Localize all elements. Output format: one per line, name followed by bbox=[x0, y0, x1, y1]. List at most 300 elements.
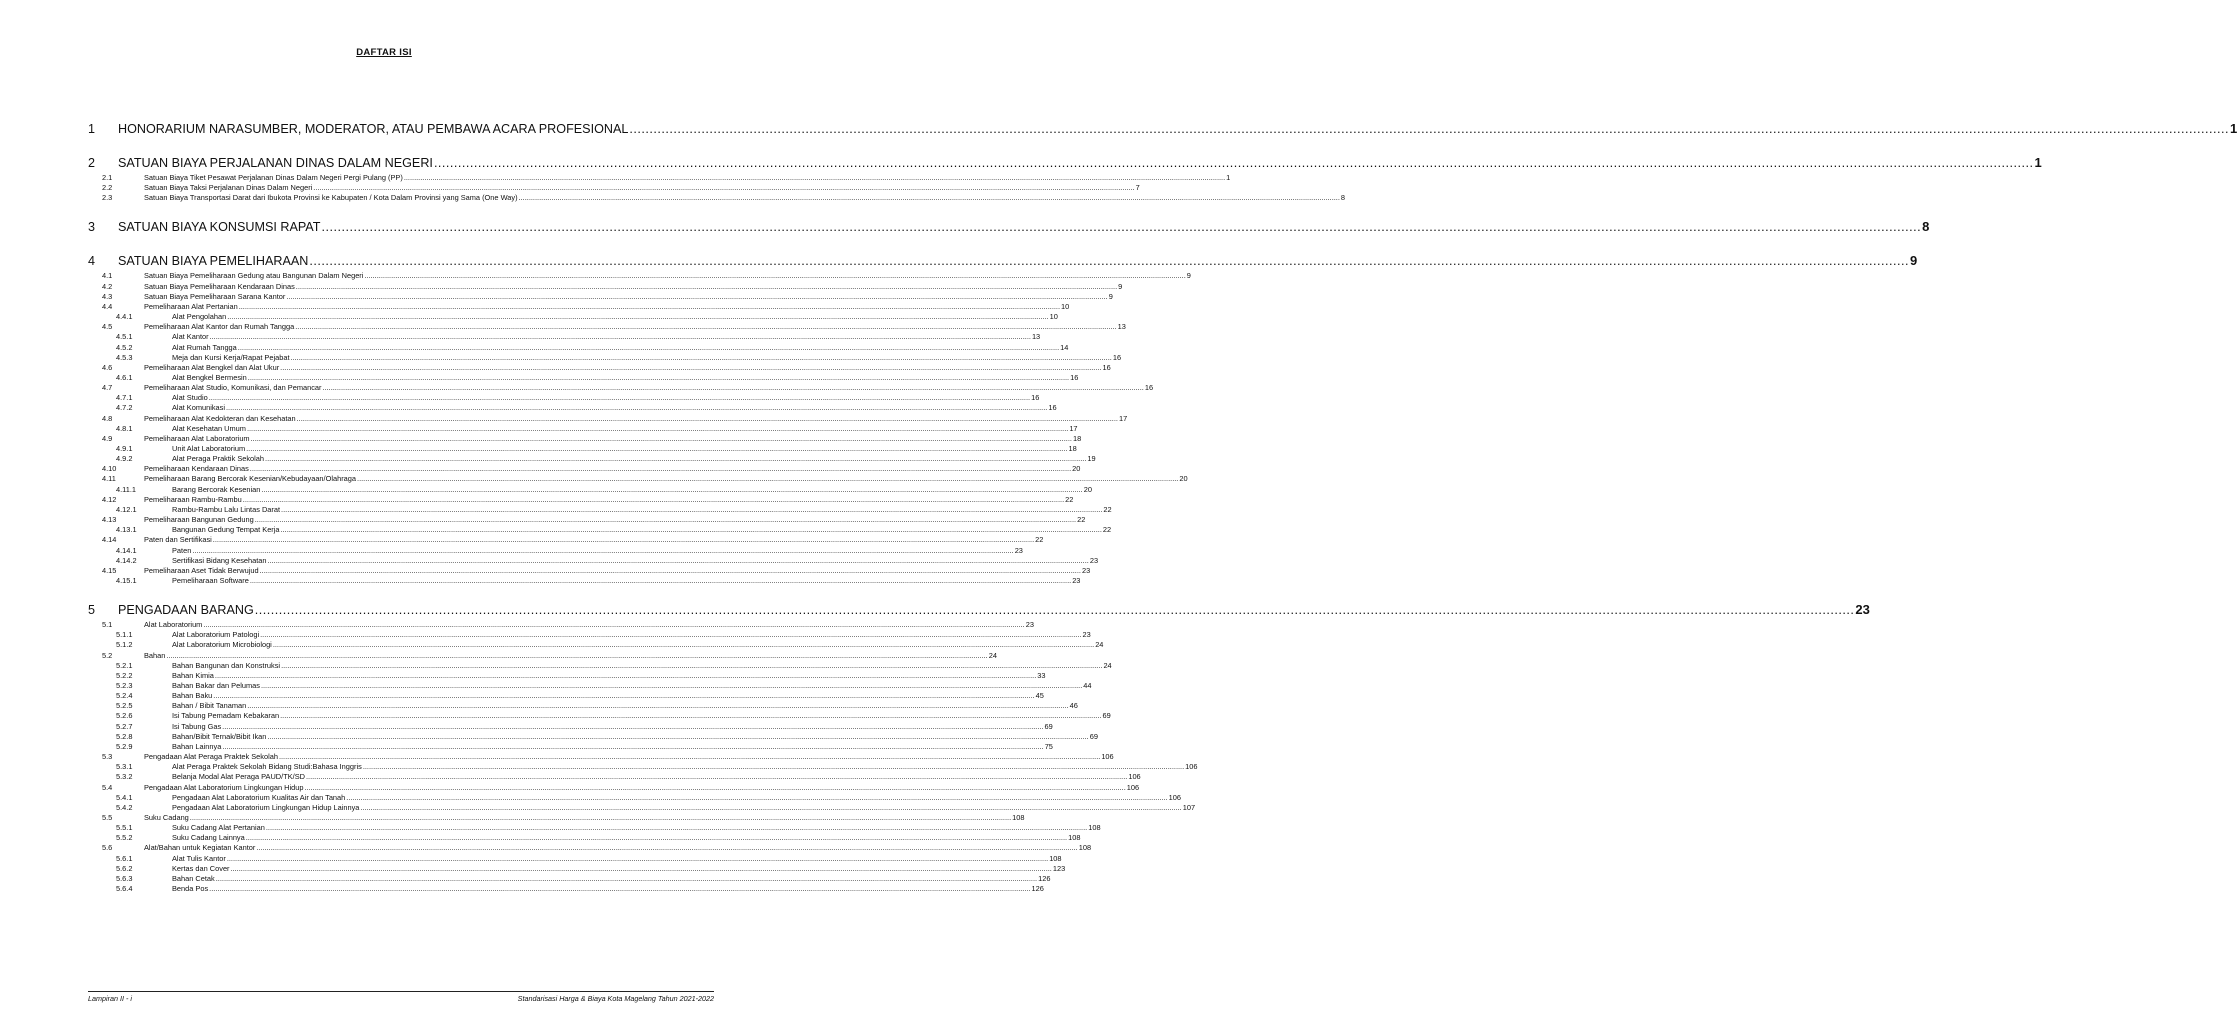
toc-entry-number: 5.3.2 bbox=[116, 772, 133, 782]
toc-entry-number: 4.5 bbox=[102, 322, 113, 332]
toc-entry-page: 106 bbox=[1128, 772, 1141, 782]
toc-entry[interactable] bbox=[88, 545, 1023, 556]
toc-entry-number: 5.2.2 bbox=[116, 670, 133, 680]
toc-dot-leader: ................................................................................................................................................................................................................................................................................................................................................................................................................ bbox=[209, 332, 1031, 342]
toc-entry-title: Bahan/Bibit Ternak/Bibit Ikan bbox=[172, 731, 267, 741]
toc-entry-title: Pemeliharaan Alat Bengkel dan Alat Ukur bbox=[144, 362, 280, 372]
toc-entry-number: 2.1 bbox=[102, 173, 113, 182]
toc-entry-number: 4.9.1 bbox=[116, 444, 133, 453]
toc-entry[interactable] bbox=[88, 372, 1079, 383]
toc-entry-number: 4.5.2 bbox=[116, 342, 133, 352]
toc-entry-title: Bahan Cetak bbox=[172, 873, 215, 883]
toc-entry-page: 69 bbox=[1102, 711, 1111, 721]
toc-entry[interactable] bbox=[88, 312, 1058, 322]
toc-entry[interactable] bbox=[88, 193, 1346, 203]
toc-entry-title: Alat Peraga Praktik Sekolah bbox=[172, 454, 265, 464]
toc-entry-title: Meja dan Kursi Kerja/Rapat Pejabat bbox=[172, 352, 290, 362]
toc-entry-title: SATUAN BIAYA PEMELIHARAAN bbox=[118, 254, 309, 269]
toc-entry-page: 18 bbox=[1072, 433, 1082, 443]
toc-entry[interactable] bbox=[88, 484, 1092, 495]
toc-dot-leader: ................................................................................................................................................................................................................................................................................................................................................................................................................ bbox=[265, 454, 1087, 464]
toc-entry-number: 4.3 bbox=[102, 291, 113, 301]
toc-entry-number: 5.2.6 bbox=[116, 711, 133, 721]
toc-chapter-entry[interactable] bbox=[88, 253, 1918, 269]
toc-entry[interactable] bbox=[88, 731, 1098, 742]
toc-entry-number: 4.11 bbox=[102, 474, 116, 484]
toc-entry-number: 5.2 bbox=[102, 650, 113, 660]
toc-entry-page: 9 bbox=[1118, 281, 1123, 291]
toc-entry-number: 2.3 bbox=[102, 193, 113, 203]
toc-entry-number: 4.2 bbox=[102, 281, 113, 291]
toc-entry-title: Alat Laboratorium Patologi bbox=[172, 630, 260, 640]
toc-entry-page: 75 bbox=[1044, 741, 1053, 751]
toc-entry-number: 4.7 bbox=[102, 383, 113, 393]
toc-entry-page: 23 bbox=[1014, 545, 1023, 555]
toc-dot-leader: ................................................................................................................................................................................................................................................................................................................................................................................................................ bbox=[267, 555, 1089, 565]
toc-entry-page: 33 bbox=[1037, 670, 1046, 680]
toc-entry-number: 5.2.9 bbox=[116, 741, 133, 751]
toc-entry-page: 20 bbox=[1083, 484, 1092, 494]
toc-dot-leader: ................................................................................................................................................................................................................................................................................................................................................................................................................ bbox=[267, 731, 1089, 741]
toc-entry[interactable] bbox=[88, 535, 1044, 545]
toc-entry-number: 4.11.1 bbox=[116, 484, 136, 494]
toc-entry-title: Bahan bbox=[144, 650, 166, 660]
toc-dot-leader: ................................................................................................................................................................................................................................................................................................................................................................................................................ bbox=[215, 873, 1038, 883]
toc-dot-leader: ................................................................................................................................................................................................................................................................................................................................................................................................................ bbox=[280, 362, 1102, 372]
toc-entry[interactable] bbox=[88, 454, 1096, 464]
toc-entry-title: Isi Tabung Gas bbox=[172, 721, 222, 731]
toc-entry-number: 4.10 bbox=[102, 464, 117, 474]
toc-entry-number: 4.13 bbox=[102, 515, 117, 525]
toc-dot-leader: ................................................................................................................................................................................................................................................................................................................................................................................................................ bbox=[305, 772, 1128, 782]
toc-entry[interactable] bbox=[88, 332, 1041, 342]
toc-dot-leader: ................................................................................................................................................................................................................................................................................................................................................................................................................ bbox=[254, 515, 1077, 525]
toc-entry-title: SATUAN BIAYA PERJALANAN DINAS DALAM NEGERI bbox=[118, 156, 433, 170]
toc-dot-leader: ................................................................................................................................................................................................................................................................................................................................................................................................................ bbox=[209, 884, 1031, 893]
toc-entry[interactable] bbox=[88, 342, 1069, 353]
toc-entry-page: 23 bbox=[1089, 555, 1099, 565]
toc-entry-page: 106 bbox=[1126, 782, 1140, 792]
toc-entry-title: Suku Cadang Alat Pertanian bbox=[172, 823, 265, 833]
toc-entry-title: Pemeliharaan Aset Tidak Berwujud bbox=[144, 565, 259, 575]
toc-entry-page: 22 bbox=[1102, 525, 1112, 535]
toc-dot-leader: ................................................................................................................................................................................................................................................................................................................................................................................................................ bbox=[249, 575, 1072, 585]
toc-entry-number: 4.7.2 bbox=[116, 403, 133, 413]
toc-entry-page: 107 bbox=[1182, 802, 1196, 812]
toc-entry[interactable] bbox=[88, 762, 1198, 772]
toc-dot-leader: ................................................................................................................................................................................................................................................................................................................................................................................................................ bbox=[357, 474, 1179, 484]
toc-entry-number: 2 bbox=[88, 156, 96, 170]
toc-dot-leader: ................................................................................................................................................................................................................................................................................................................................................................................................................ bbox=[246, 444, 1068, 453]
toc-entry-number: 4.9 bbox=[102, 433, 113, 443]
toc-entry-title: SATUAN BIAYA KONSUMSI RAPAT bbox=[118, 220, 321, 235]
toc-entry-page: 45 bbox=[1035, 691, 1044, 701]
toc-entry-page: 23 bbox=[1082, 630, 1091, 640]
toc-entry[interactable] bbox=[88, 575, 1081, 586]
toc-entry-page: 19 bbox=[1087, 454, 1096, 464]
toc-dot-leader: ................................................................................................................................................................................................................................................................................................................................................................................................................ bbox=[313, 183, 1135, 193]
toc-entry-title: Bahan Bangunan dan Konstruksi bbox=[172, 660, 281, 670]
toc-entry-title: Alat/Bahan untuk Kegiatan Kantor bbox=[144, 843, 256, 853]
toc-entry-title: Alat Peraga Praktek Sekolah Bidang Studi:Bahasa Inggris bbox=[172, 762, 362, 772]
toc-entry-page: 23 bbox=[1025, 620, 1034, 630]
toc-dot-leader: ................................................................................................................................................................................................................................................................................................................................................................................................................ bbox=[246, 423, 1069, 433]
toc-entry-number: 4.4.1 bbox=[116, 312, 133, 322]
toc-entry[interactable] bbox=[88, 393, 1040, 403]
toc-entry[interactable] bbox=[88, 681, 1092, 691]
toc-entry-number: 5.2.7 bbox=[116, 721, 133, 731]
toc-entry[interactable] bbox=[88, 752, 1114, 762]
toc-entry[interactable] bbox=[88, 281, 1123, 292]
footer-left: Lampiran II - i bbox=[88, 994, 132, 1003]
toc-entry-title: Pengadaan Alat Laboratorium Kualitas Air dan Tanah bbox=[172, 792, 346, 802]
toc-dot-leader: ................................................................................................................................................................................................................................................................................................................................................................................................................ bbox=[227, 312, 1049, 322]
toc-entry-page: 106 bbox=[1101, 752, 1114, 762]
toc-entry[interactable] bbox=[88, 863, 1066, 874]
toc-dot-leader: ................................................................................................................................................................................................................................................................................................................................................................................................................ bbox=[290, 352, 1112, 362]
toc-entry-number: 5.1.2 bbox=[116, 640, 133, 650]
toc-entry-title: Sertifikasi Bidang Kesehatan bbox=[172, 555, 267, 565]
toc-entry-page: 69 bbox=[1044, 721, 1053, 731]
toc-dot-leader: ................................................................................................................................................................................................................................................................................................................................................................................................................ bbox=[346, 792, 1168, 802]
toc-entry-number: 4.13.1 bbox=[116, 525, 137, 535]
toc-dot-leader: ................................................................................................................................................................................................................................................................................................................................................................................................................ bbox=[295, 322, 1117, 332]
toc-entry-number: 4.14.1 bbox=[116, 545, 137, 555]
toc-entry[interactable] bbox=[88, 322, 1126, 332]
toc-entry-title: Alat Tulis Kantor bbox=[172, 853, 226, 863]
toc-entry-title: Pemeliharaan Alat Studio, Komunikasi, dan Pemancar bbox=[144, 383, 322, 393]
toc-entry-page: 22 bbox=[1065, 494, 1074, 504]
toc-entry-number: 4.14 bbox=[102, 535, 117, 545]
toc-entry-page: 22 bbox=[1103, 504, 1112, 514]
toc-entry-number: 5.2.1 bbox=[116, 660, 133, 670]
toc-dot-leader: ................................................................................................................................................................................................................................................................................................................................................................................................................ bbox=[247, 701, 1069, 711]
toc-dot-leader: ................................................................................................................................................................................................................................................................................................................................................................................................................ bbox=[295, 281, 1118, 291]
toc-entry[interactable] bbox=[88, 565, 1091, 576]
toc-entry[interactable] bbox=[88, 873, 1051, 884]
toc-entry[interactable] bbox=[88, 464, 1081, 474]
toc-entry-number: 4.8.1 bbox=[116, 423, 133, 433]
toc-entry-page: 126 bbox=[1031, 884, 1044, 893]
toc-entry[interactable] bbox=[88, 691, 1044, 701]
toc-entry-title: Pemeliharaan Alat Kedokteran dan Kesehatan bbox=[144, 413, 296, 423]
toc-entry-number: 3 bbox=[88, 220, 96, 235]
toc-entry-page: 22 bbox=[1077, 515, 1086, 525]
toc-entry-title: Unit Alat Laboratorium bbox=[172, 444, 246, 453]
toc-entry[interactable] bbox=[88, 792, 1181, 803]
toc-entry-number: 4.1 bbox=[102, 271, 113, 281]
toc-entry-number: 4.15.1 bbox=[116, 575, 137, 585]
toc-entry[interactable] bbox=[88, 271, 1191, 281]
toc-entry-title: Bahan / Bibit Tanaman bbox=[172, 701, 247, 711]
toc-entry-title: Pemeliharaan Rambu-Rambu bbox=[144, 494, 242, 504]
toc-dot-leader: ................................................................................................................................................................................................................................................................................................................................................................................................................ bbox=[296, 413, 1118, 423]
toc-entry-title: Alat Studio bbox=[172, 393, 208, 403]
toc-entry-page: 108 bbox=[1012, 812, 1025, 822]
toc-dot-leader: ................................................................................................................................................................................................................................................................................................................................................................................................................ bbox=[309, 254, 1909, 269]
toc-entry-title: Alat Kesehatan Umum bbox=[172, 423, 246, 433]
toc-entry[interactable] bbox=[88, 812, 1025, 823]
toc-entry[interactable] bbox=[88, 403, 1057, 413]
toc-entry-page: 22 bbox=[1035, 535, 1044, 545]
toc-entry-title: Satuan Biaya Pemeliharaan Sarana Kantor bbox=[144, 291, 286, 301]
toc-dot-leader: ................................................................................................................................................................................................................................................................................................................................................................................................................ bbox=[226, 403, 1048, 413]
toc-entry-page: 10 bbox=[1061, 301, 1070, 311]
toc-entry-number: 5.3.1 bbox=[116, 762, 133, 772]
toc-entry-page: 13 bbox=[1117, 322, 1126, 332]
toc-entry-title: Kertas dan Cover bbox=[172, 863, 230, 873]
toc-entry[interactable] bbox=[88, 772, 1141, 782]
toc-entry-number: 5.2.3 bbox=[116, 681, 133, 690]
toc-entry-page: 16 bbox=[1112, 352, 1122, 362]
toc-entry[interactable] bbox=[88, 555, 1099, 566]
toc-entry-title: Alat Laboratorium bbox=[144, 620, 203, 630]
toc-entry-page: 18 bbox=[1068, 444, 1077, 453]
toc-entry-number: 5 bbox=[88, 603, 96, 618]
toc-dot-leader: ................................................................................................................................................................................................................................................................................................................................................................................................................ bbox=[250, 433, 1072, 443]
toc-entry-title: Alat Laboratorium Microbiologi bbox=[172, 640, 272, 650]
toc-dot-leader: ................................................................................................................................................................................................................................................................................................................................................................................................................ bbox=[249, 464, 1072, 474]
toc-entry-number: 5.6.1 bbox=[116, 853, 133, 863]
toc-entry[interactable] bbox=[88, 721, 1053, 732]
toc-entry-page: 16 bbox=[1048, 403, 1057, 413]
toc-dot-leader: ................................................................................................................................................................................................................................................................................................................................................................................................................ bbox=[281, 504, 1103, 514]
toc-chapter-entry[interactable] bbox=[88, 155, 2042, 171]
toc-dot-leader: ................................................................................................................................................................................................................................................................................................................................................................................................................ bbox=[166, 650, 988, 660]
toc-entry-title: Bahan Lainnya bbox=[172, 741, 222, 751]
page-footer bbox=[88, 991, 714, 1003]
toc-entry[interactable] bbox=[88, 701, 1078, 711]
toc-entry[interactable] bbox=[88, 383, 1154, 393]
toc-entry-number: 4.7.1 bbox=[116, 393, 133, 403]
toc-entry-page: 10 bbox=[1049, 312, 1058, 322]
toc-entry-page: 13 bbox=[1031, 332, 1041, 342]
toc-entry[interactable] bbox=[88, 525, 1112, 535]
toc-entry[interactable] bbox=[88, 711, 1111, 721]
toc-entry-number: 5.1 bbox=[102, 620, 113, 630]
toc-entry-title: Satuan Biaya Taksi Perjalanan Dinas Dalam Negeri bbox=[144, 183, 313, 193]
toc-dot-leader: ................................................................................................................................................................................................................................................................................................................................................................................................................ bbox=[213, 691, 1035, 701]
toc-entry-number: 5.6.3 bbox=[116, 873, 133, 883]
toc-entry[interactable] bbox=[88, 444, 1077, 454]
toc-entry-page: 17 bbox=[1118, 413, 1128, 423]
toc-entry-page: 106 bbox=[1185, 762, 1198, 772]
toc-dot-leader: ................................................................................................................................................................................................................................................................................................................................................................................................................ bbox=[360, 802, 1182, 812]
toc-entry-number: 4.6.1 bbox=[116, 372, 133, 382]
toc-entry-title: Satuan Biaya Tiket Pesawat Perjalanan Dinas Dalam Negeri Pergi Pulang (PP) bbox=[144, 173, 403, 182]
toc-entry-title: Alat Bengkel Bermesin bbox=[172, 372, 247, 382]
toc-entry-number: 4.12.1 bbox=[116, 504, 137, 514]
toc-entry-title: Pengadaan Alat Peraga Praktek Sekolah bbox=[144, 752, 278, 762]
toc-entry-page: 106 bbox=[1168, 792, 1181, 802]
toc-entry-number: 5.5.1 bbox=[116, 823, 133, 833]
toc-entry-number: 5.4.2 bbox=[116, 802, 133, 812]
toc-dot-leader: ................................................................................................................................................................................................................................................................................................................................................................................................................ bbox=[260, 681, 1083, 690]
toc-entry-title: Pengadaan Alat Laboratorium Lingkungan Hidup bbox=[144, 782, 304, 792]
toc-entry[interactable] bbox=[88, 423, 1078, 434]
toc-entry[interactable] bbox=[88, 833, 1081, 843]
toc-entry[interactable] bbox=[88, 782, 1140, 793]
toc-entry-number: 2.2 bbox=[102, 183, 113, 193]
toc-entry-page: 8 bbox=[1340, 193, 1346, 203]
toc-entry[interactable] bbox=[88, 474, 1188, 484]
toc-entry-number: 4.9.2 bbox=[116, 454, 133, 464]
toc-entry[interactable] bbox=[88, 504, 1112, 515]
toc-dot-leader: ................................................................................................................................................................................................................................................................................................................................................................................................................ bbox=[304, 782, 1126, 792]
toc-dot-leader: ................................................................................................................................................................................................................................................................................................................................................................................................................ bbox=[192, 545, 1014, 555]
toc-entry-number: 1 bbox=[88, 122, 96, 136]
toc-dot-leader: ................................................................................................................................................................................................................................................................................................................................................................................................................ bbox=[272, 640, 1095, 650]
toc-entry[interactable] bbox=[88, 741, 1053, 752]
toc-entry-title: Alat Rumah Tangga bbox=[172, 342, 237, 352]
toc-entry-title: Bahan Bakar dan Pelumas bbox=[172, 681, 260, 690]
toc-entry-number: 5.2.4 bbox=[116, 691, 133, 701]
toc-dot-leader: ................................................................................................................................................................................................................................................................................................................................................................................................................ bbox=[245, 833, 1068, 843]
toc-entry-page: 44 bbox=[1083, 681, 1092, 690]
toc-entry[interactable] bbox=[88, 660, 1112, 671]
toc-entry-number: 4.5.1 bbox=[116, 332, 133, 342]
toc-entry-number: 5.2.5 bbox=[116, 701, 133, 711]
toc-entry-page: 8 bbox=[1922, 219, 1930, 235]
toc-entry[interactable] bbox=[88, 413, 1128, 424]
toc-entry[interactable] bbox=[88, 515, 1086, 525]
toc-entry-number: 5.4 bbox=[102, 782, 113, 792]
toc-entry-title: HONORARIUM NARASUMBER, MODERATOR, ATAU PEMBAWA ACARA PROFESIONAL bbox=[118, 122, 629, 136]
page-title: DAFTAR ISI bbox=[356, 47, 412, 58]
toc-entry[interactable] bbox=[88, 183, 1140, 193]
toc-dot-leader: ................................................................................................................................................................................................................................................................................................................................................................................................................ bbox=[259, 565, 1081, 575]
toc-entry-page: 20 bbox=[1072, 464, 1081, 474]
toc-dot-leader: ................................................................................................................................................................................................................................................................................................................................................................................................................ bbox=[226, 853, 1049, 863]
toc-entry-number: 4.12 bbox=[102, 494, 117, 504]
toc-dot-leader: ................................................................................................................................................................................................................................................................................................................................................................................................................ bbox=[238, 301, 1061, 311]
toc-entry[interactable] bbox=[88, 670, 1046, 681]
toc-chapter-entry[interactable] bbox=[88, 121, 2237, 137]
toc-entry[interactable] bbox=[88, 362, 1111, 373]
toc-entry-page: 1 bbox=[2034, 155, 2042, 170]
toc-entry[interactable] bbox=[88, 352, 1122, 363]
toc-dot-leader: ................................................................................................................................................................................................................................................................................................................................................................................................................ bbox=[254, 603, 1855, 618]
toc-dot-leader: ................................................................................................................................................................................................................................................................................................................................................................................................................ bbox=[237, 342, 1060, 352]
toc-chapter-entry[interactable] bbox=[88, 219, 1930, 235]
toc-entry[interactable] bbox=[88, 494, 1074, 505]
toc-entry[interactable] bbox=[88, 843, 1092, 853]
toc-entry[interactable] bbox=[88, 301, 1070, 312]
toc-entry-number: 5.5.2 bbox=[116, 833, 133, 843]
toc-entry-page: 16 bbox=[1031, 393, 1040, 403]
toc-entry-page: 69 bbox=[1089, 731, 1098, 741]
toc-entry-page: 16 bbox=[1070, 372, 1079, 382]
toc-entry-title: Bahan Kimia bbox=[172, 670, 214, 680]
toc-entry-title: Pemeliharaan Alat Kantor dan Rumah Tangga bbox=[144, 322, 295, 332]
toc-dot-leader: ................................................................................................................................................................................................................................................................................................................................................................................................................ bbox=[189, 812, 1012, 822]
toc-entry-page: 17 bbox=[1069, 423, 1078, 433]
toc-entry-title: Satuan Biaya Transportasi Darat dari Ibukota Provinsi ke Kabupaten / Kota Dalam Provinsi yang Sama (One Way) bbox=[144, 193, 518, 203]
toc-entry-number: 4.15 bbox=[102, 565, 117, 575]
footer-right: Standarisasi Harga & Biaya Kota Magelang Tahun 2021-2022 bbox=[517, 994, 714, 1003]
toc-entry-title: Paten dan Sertifikasi bbox=[144, 535, 212, 545]
toc-dot-leader: ................................................................................................................................................................................................................................................................................................................................................................................................................ bbox=[433, 156, 2034, 170]
toc-entry-title: Pemeliharaan Barang Bercorak Kesenian/Kebudayaan/Olahraga bbox=[144, 474, 357, 484]
toc-entry-number: 4.8 bbox=[102, 413, 113, 423]
toc-entry-page: 23 bbox=[1081, 565, 1091, 575]
toc-entry-number: 5.6 bbox=[102, 843, 113, 853]
toc-entry-number: 4.6 bbox=[102, 362, 113, 372]
toc-dot-leader: ................................................................................................................................................................................................................................................................................................................................................................................................................ bbox=[261, 484, 1083, 494]
toc-dot-leader: ................................................................................................................................................................................................................................................................................................................................................................................................................ bbox=[256, 843, 1078, 853]
toc-entry-title: Pengadaan Alat Laboratorium Lingkungan Hidup Lainnya bbox=[172, 802, 360, 812]
toc-entry-page: 24 bbox=[1103, 660, 1112, 670]
toc-entry-number: 5.6.4 bbox=[116, 884, 133, 893]
toc-entry[interactable] bbox=[88, 884, 1044, 894]
toc-entry[interactable] bbox=[88, 173, 1231, 183]
toc-entry-page: 108 bbox=[1088, 823, 1101, 833]
toc-entry[interactable] bbox=[88, 802, 1196, 813]
toc-dot-leader: ................................................................................................................................................................................................................................................................................................................................................................................................................ bbox=[321, 220, 1922, 235]
toc-dot-leader: ................................................................................................................................................................................................................................................................................................................................................................................................................ bbox=[281, 660, 1103, 670]
toc-entry-page: 108 bbox=[1068, 833, 1081, 843]
toc-dot-leader: ................................................................................................................................................................................................................................................................................................................................................................................................................ bbox=[518, 193, 1340, 203]
toc-entry-number: 4.14.2 bbox=[116, 555, 137, 565]
toc-entry-title: Rambu-Rambu Lalu Lintas Darat bbox=[172, 504, 281, 514]
toc-entry-title: PENGADAAN BARANG bbox=[118, 603, 254, 618]
toc-entry-number: 5.5 bbox=[102, 812, 113, 822]
toc-entry-page: 108 bbox=[1049, 853, 1062, 863]
toc-dot-leader: ................................................................................................................................................................................................................................................................................................................................................................................................................ bbox=[212, 535, 1035, 545]
toc-entry-page: 24 bbox=[988, 650, 997, 660]
toc-entry[interactable] bbox=[88, 291, 1113, 302]
toc-entry-title: Pemeliharaan Software bbox=[172, 575, 249, 585]
toc-entry-number: 5.3 bbox=[102, 752, 113, 762]
toc-entry[interactable] bbox=[88, 630, 1091, 640]
toc-entry[interactable] bbox=[88, 640, 1104, 650]
toc-dot-leader: ................................................................................................................................................................................................................................................................................................................................................................................................................ bbox=[265, 823, 1088, 833]
toc-entry-title: Suku Cadang bbox=[144, 812, 189, 822]
toc-entry-title: Belanja Modal Alat Peraga PAUD/TK/SD bbox=[172, 772, 305, 782]
toc-entry-title: Barang Bercorak Kesenian bbox=[172, 484, 261, 494]
toc-entry-title: Pemeliharaan Alat Laboratorium bbox=[144, 433, 250, 443]
toc-dot-leader: ................................................................................................................................................................................................................................................................................................................................................................................................................ bbox=[222, 721, 1044, 731]
toc-entry-title: Isi Tabung Pemadam Kebakaran bbox=[172, 711, 280, 721]
toc-entry-page: 126 bbox=[1038, 873, 1051, 883]
toc-dot-leader: ................................................................................................................................................................................................................................................................................................................................................................................................................ bbox=[278, 752, 1101, 762]
toc-entry-page: 123 bbox=[1052, 863, 1066, 873]
toc-entry-page: 9 bbox=[1909, 253, 1918, 269]
toc-entry[interactable] bbox=[88, 650, 997, 661]
toc-entry-page: 23 bbox=[1855, 602, 1870, 618]
toc-entry-page: 1 bbox=[1226, 173, 1231, 182]
toc-dot-leader: ................................................................................................................................................................................................................................................................................................................................................................................................................ bbox=[230, 863, 1052, 873]
toc-entry-number: 5.4.1 bbox=[116, 792, 133, 802]
toc-entry-page: 108 bbox=[1078, 843, 1092, 853]
toc-entry[interactable] bbox=[88, 853, 1062, 864]
toc-entry[interactable] bbox=[88, 823, 1101, 833]
toc-dot-leader: ................................................................................................................................................................................................................................................................................................................................................................................................................ bbox=[242, 494, 1065, 504]
toc-chapter-entry[interactable] bbox=[88, 602, 1870, 618]
toc-dot-leader: ................................................................................................................................................................................................................................................................................................................................................................................................................ bbox=[364, 271, 1186, 281]
toc-dot-leader: ................................................................................................................................................................................................................................................................................................................................................................................................................ bbox=[208, 393, 1031, 403]
toc-entry-page: 14 bbox=[1060, 342, 1069, 352]
toc-dot-leader: ................................................................................................................................................................................................................................................................................................................................................................................................................ bbox=[322, 383, 1144, 393]
toc-entry-title: Benda Pos bbox=[172, 884, 209, 893]
toc-dot-leader: ................................................................................................................................................................................................................................................................................................................................................................................................................ bbox=[280, 711, 1102, 721]
toc-dot-leader: ................................................................................................................................................................................................................................................................................................................................................................................................................ bbox=[629, 122, 2229, 136]
toc-entry-title: Alat Komunikasi bbox=[172, 403, 225, 413]
toc-entry[interactable] bbox=[88, 433, 1082, 444]
toc-entry-page: 1 bbox=[2229, 121, 2237, 136]
toc-entry-number: 5.2.8 bbox=[116, 731, 133, 741]
toc-entry[interactable] bbox=[88, 620, 1034, 630]
